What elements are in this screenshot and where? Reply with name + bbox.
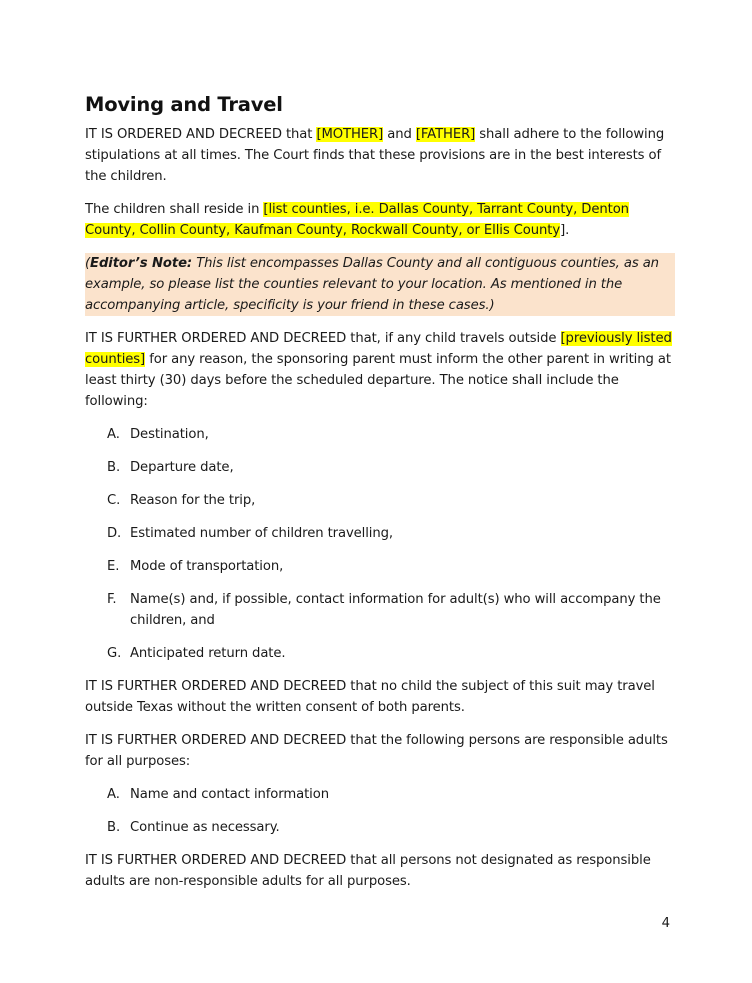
list-item bbox=[85, 523, 675, 544]
text: shall adhere to the following stipulations at all times. The Court finds that these provisions are in the best interests of the children. bbox=[85, 127, 665, 184]
note-open: ( bbox=[85, 256, 91, 271]
list-item-text: Anticipated return date. bbox=[130, 646, 286, 661]
list-marker: G. bbox=[107, 646, 122, 661]
list-marker: A. bbox=[107, 427, 120, 442]
list-marker: B. bbox=[107, 820, 121, 835]
text: ]. bbox=[560, 223, 570, 238]
paragraph-texas-consent: IT IS FURTHER ORDERED AND DECREED that no child the subject of this suit may travel outside Texas without the written consent of both parents. bbox=[85, 679, 655, 715]
note-label: Editor’s Note: bbox=[90, 256, 193, 271]
list-item-text: Departure date, bbox=[130, 460, 234, 475]
list-item bbox=[85, 556, 675, 577]
list-item-text: Name and contact information bbox=[130, 787, 329, 802]
list-item-text: Destination, bbox=[130, 427, 209, 442]
list-item-text: Reason for the trip, bbox=[130, 493, 256, 508]
note-text: This list encompasses Dallas County and all contiguous counties, as an example, so please list the counties relevant to your location. As mentioned in the accompanying article, specificity is your friend in these cases.) bbox=[85, 256, 659, 313]
list-marker: D. bbox=[107, 526, 122, 541]
list-item bbox=[85, 784, 675, 805]
page-number: 4 bbox=[661, 916, 670, 931]
placeholder-previous-counties: [previously listed counties] bbox=[85, 331, 672, 367]
paragraph-order-intro bbox=[85, 124, 675, 187]
list-item bbox=[85, 490, 675, 511]
list-marker: C. bbox=[107, 493, 121, 508]
list-item bbox=[85, 643, 675, 664]
text: IT IS FURTHER ORDERED AND DECREED that, if any child travels outside bbox=[85, 331, 561, 346]
list-item bbox=[85, 817, 675, 838]
list-item bbox=[85, 424, 675, 445]
list-marker: B. bbox=[107, 460, 121, 475]
list-marker: F. bbox=[107, 592, 117, 607]
text: IT IS ORDERED AND DECREED that bbox=[85, 127, 317, 142]
editors-note bbox=[85, 253, 675, 316]
paragraph-responsible-adults: IT IS FURTHER ORDERED AND DECREED that the following persons are responsible adults for all purposes: bbox=[85, 733, 668, 769]
paragraph-travel-notice bbox=[85, 328, 675, 412]
text: for any reason, the sponsoring parent must inform the other parent in writing at least thirty (30) days before the scheduled departure. The notice shall include the following: bbox=[85, 352, 671, 409]
placeholder-mother: [MOTHER] bbox=[316, 127, 384, 142]
list-item-text: Estimated number of children travelling, bbox=[130, 526, 393, 541]
section-heading: Moving and Travel bbox=[85, 93, 283, 116]
responsible-adults-list bbox=[85, 784, 675, 838]
placeholder-counties: [list counties, i.e. Dallas County, Tarrant County, Denton County, Collin County, Kaufman County, Rockwall County, or Ellis County bbox=[85, 202, 629, 238]
list-item-text: Continue as necessary. bbox=[130, 820, 280, 835]
list-item bbox=[85, 457, 675, 478]
notice-requirements-list bbox=[85, 424, 675, 664]
paragraph-residence bbox=[85, 199, 675, 241]
document-body bbox=[85, 93, 675, 904]
list-item-text: Mode of transportation, bbox=[130, 559, 284, 574]
list-item bbox=[85, 589, 675, 631]
list-item-text: Name(s) and, if possible, contact information for adult(s) who will accompany the children, and bbox=[130, 592, 661, 628]
list-marker: E. bbox=[107, 559, 120, 574]
text: and bbox=[383, 127, 416, 142]
placeholder-father: [FATHER] bbox=[415, 127, 476, 142]
paragraph-non-responsible-adults: IT IS FURTHER ORDERED AND DECREED that all persons not designated as responsible adults are non-responsible adults for all purposes. bbox=[85, 853, 651, 889]
list-marker: A. bbox=[107, 787, 120, 802]
text: The children shall reside in bbox=[85, 202, 264, 217]
